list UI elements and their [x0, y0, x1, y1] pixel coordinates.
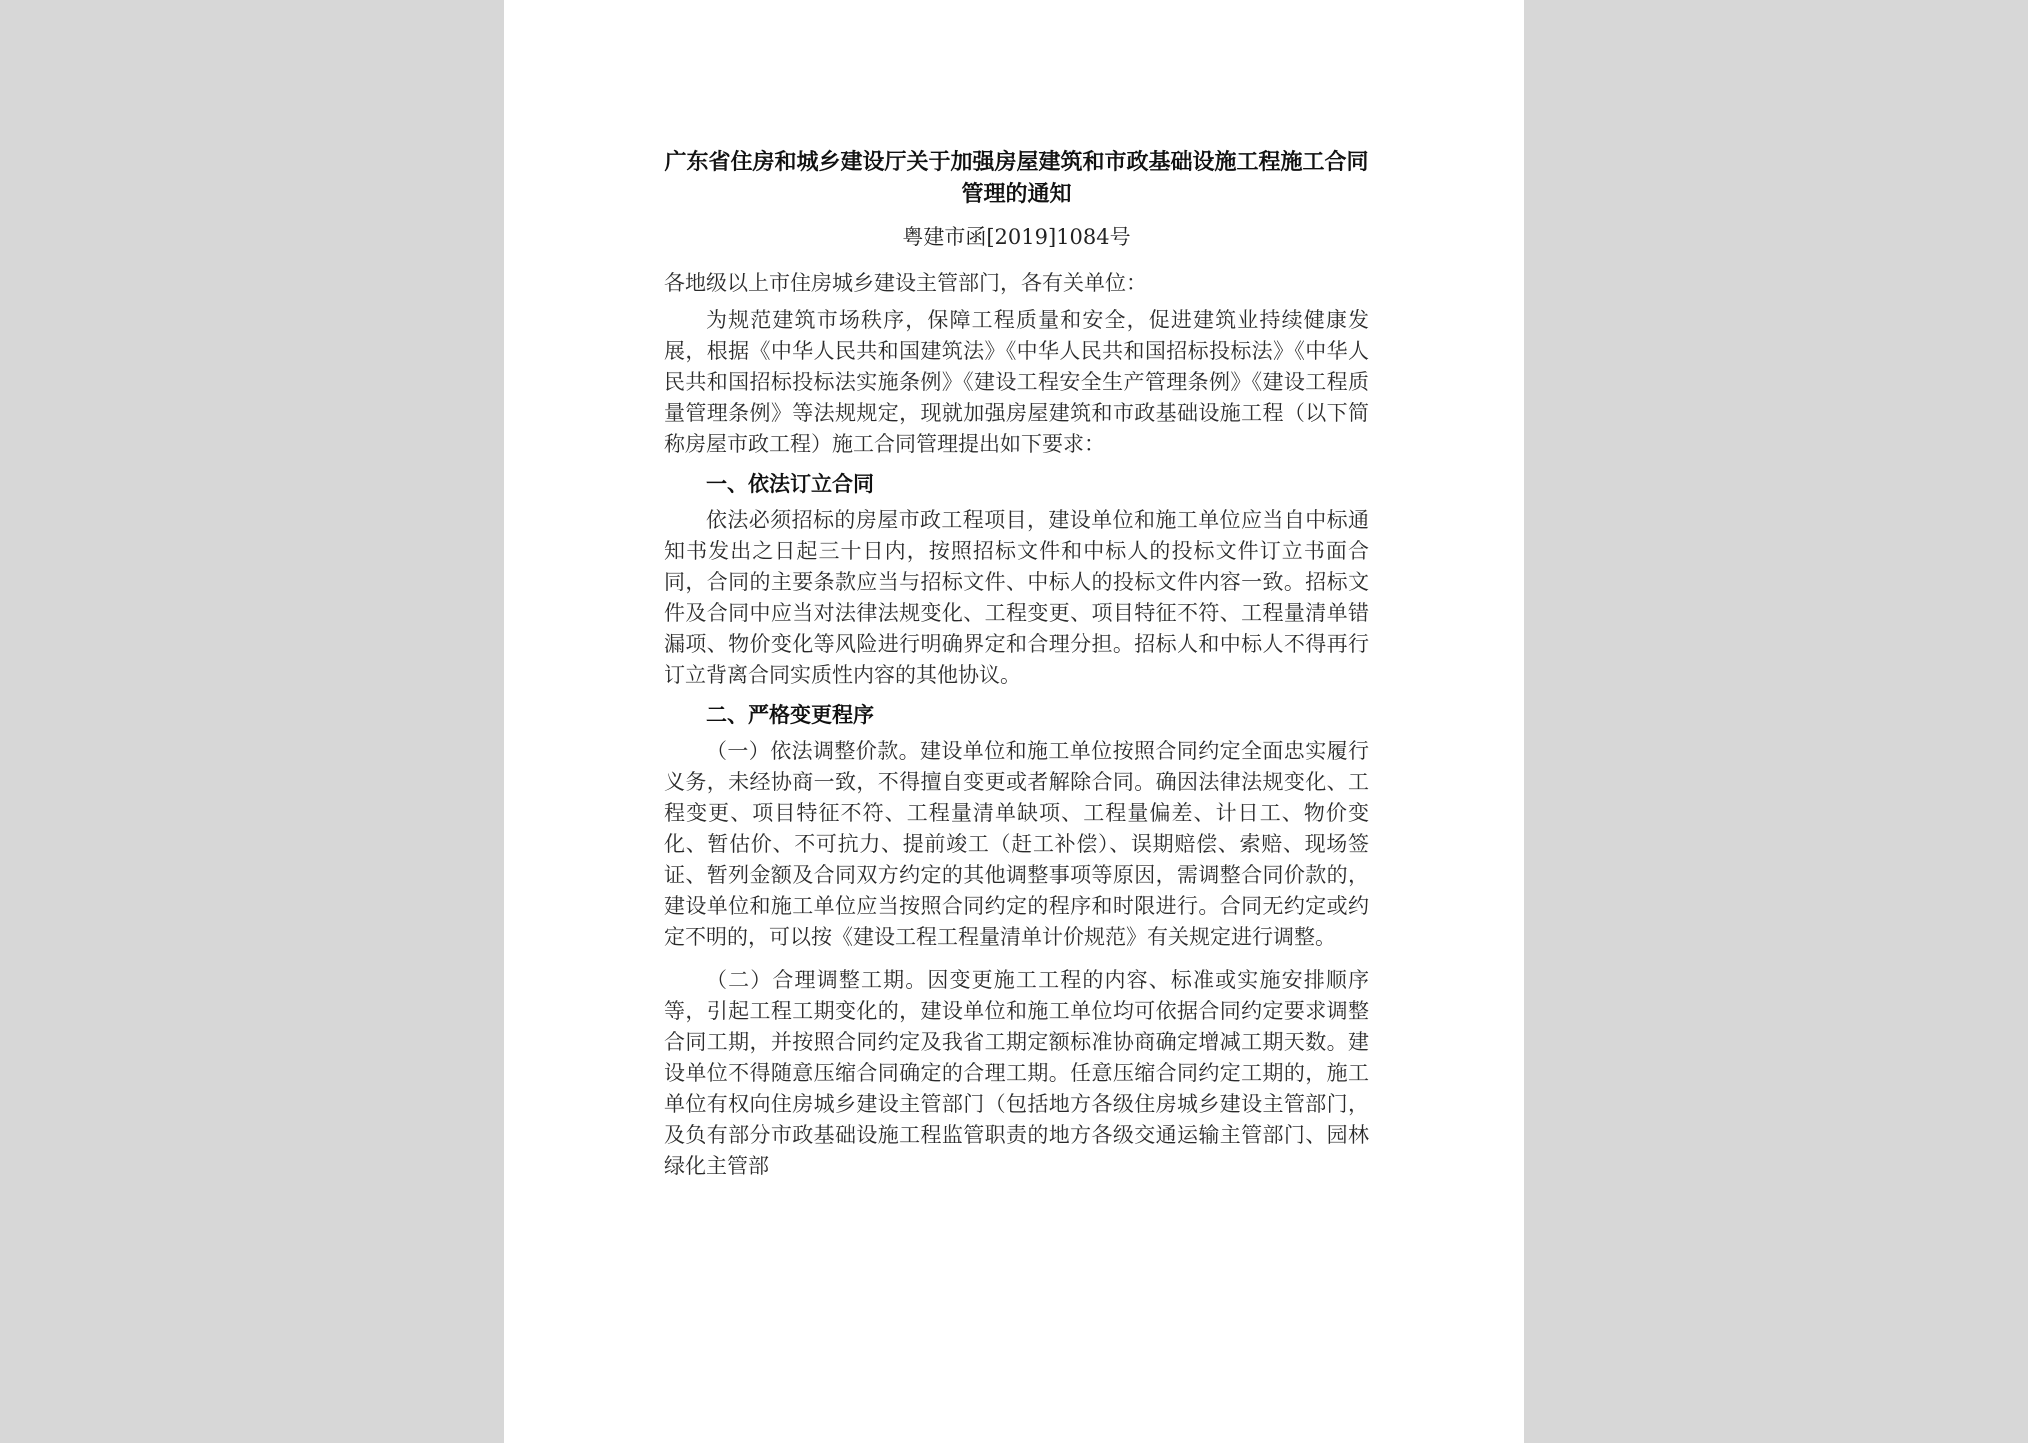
document-title: 广东省住房和城乡建设厅关于加强房屋建筑和市政基础设施工程施工合同管理的通知: [664, 149, 1369, 207]
section-2-paragraph-1: （一）依法调整价款。建设单位和施工单位按照合同约定全面忠实履行义务，未经协商一致，不得擅自变更或者解除合同。确因法律法规变化、工程变更、项目特征不符、工程量清单缺项、工程量偏差、计日工、物价变化、暂估价、不可抗力、提前竣工（赶工补偿）、误期赔偿、索赔、现场签证、暂列金额及合同双方约定的其他调整事项等原因，需调整合同价款的，建设单位和施工单位应当按照合同约定的程序和时限进行。合同无约定或约定不明的，可以按《建设工程工程量清单计价规范》有关规定进行调整。: [664, 739, 1369, 949]
document-body: [664, 146, 1369, 1182]
section-heading-1: 一、依法订立合同: [706, 471, 874, 496]
section-1-paragraph-1: 依法必须招标的房屋市政工程项目，建设单位和施工单位应当自中标通知书发出之日起三十日内，按照招标文件和中标人的投标文件订立书面合同，合同的主要条款应当与招标文件、中标人的投标文件内容一致。招标文件及合同中应当对法律法规变化、工程变更、项目特征不符、工程量清单错漏项、物价变化等风险进行明确界定和合理分担。招标人和中标人不得再行订立背离合同实质性内容的其他协议。: [664, 508, 1369, 687]
document-page: [504, 0, 1524, 1443]
intro-paragraph: 为规范建筑市场秩序，保障工程质量和安全，促进建筑业持续健康发展，根据《中华人民共和国建筑法》《中华人民共和国招标投标法》《中华人民共和国招标投标法实施条例》《建设工程安全生产管理条例》《建设工程质量管理条例》等法规规定，现就加强房屋建筑和市政基础设施工程（以下简称房屋市政工程）施工合同管理提出如下要求：: [664, 308, 1369, 456]
salutation: 各地级以上市住房城乡建设主管部门，各有关单位：: [664, 271, 1147, 295]
section-heading-2: 二、严格变更程序: [706, 702, 874, 727]
document-number: 粤建市函[2019]1084号: [902, 225, 1131, 249]
section-2-paragraph-2: （二）合理调整工期。因变更施工工程的内容、标准或实施安排顺序等，引起工程工期变化的，建设单位和施工单位均可依据合同约定要求调整合同工期，并按照合同约定及我省工期定额标准协商确定增减工期天数。建设单位不得随意压缩合同确定的合理工期。任意压缩合同约定工期的，施工单位有权向住房城乡建设主管部门（包括地方各级住房城乡建设主管部门，及负有部分市政基础设施工程监管职责的地方各级交通运输主管部门、园林绿化主管部: [664, 968, 1369, 1178]
